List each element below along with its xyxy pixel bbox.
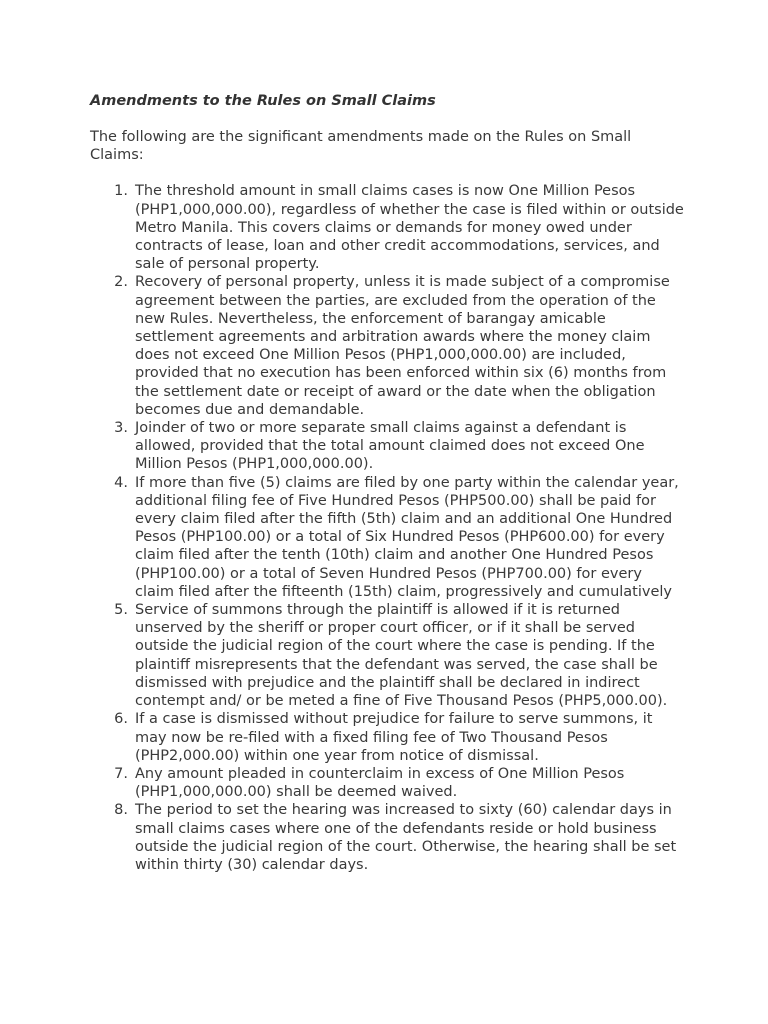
list-item	[90, 182, 685, 273]
document-page	[90, 91, 685, 874]
list-item-number: 8.	[114, 802, 128, 819]
list-item	[90, 474, 685, 601]
list-item-text: If more than five (5) claims are filed by one party within the calendar year, additional filing fee of Five Hundred Pesos (PHP500.00) shall be paid for every claim filed after the fifth (5th) claim and an additional One Hundred Pesos (PHP100.00) or a total of Six Hundred Pesos (PHP600.00) for every claim filed after the tenth (10th) claim and another One Hundred Pesos (PHP100.00) or a total of Seven Hundred Pesos (PHP700.00) for every claim filed after the fifteenth (15th) claim, progressively and cumulatively	[135, 474, 679, 600]
list-item	[90, 601, 685, 710]
list-item-number: 5.	[114, 602, 128, 619]
list-item-number: 4.	[114, 474, 128, 491]
list-item	[90, 765, 685, 801]
document-title: Amendments to the Rules on Small Claims	[90, 93, 436, 109]
list-item-number: 1.	[114, 183, 128, 200]
list-item-text: Joinder of two or more separate small claims against a defendant is allowed, provided that the total amount claimed does not exceed One Million Pesos (PHP1,000,000.00).	[135, 420, 645, 473]
list-item-text: The period to set the hearing was increased to sixty (60) calendar days in small claims cases where one of the defendants reside or hold business outside the judicial region of the court. Otherwise, the hearing shall be set within thirty (30) calendar days.	[135, 802, 677, 873]
list-item-text: Recovery of personal property, unless it is made subject of a compromise agreement between the parties, are excluded from the operation of the new Rules. Nevertheless, the enforcement of barangay amicable settlement agreements and arbitration awards where the money claim does not exceed One Million Pesos (PHP1,000,000.00) are included, provided that no execution has been enforced within six (6) months from the settlement date or receipt of award or the date when the obligation becomes due and demandable.	[135, 274, 670, 418]
list-item-number: 2.	[114, 274, 128, 291]
list-item	[90, 273, 685, 419]
intro-paragraph: The following are the significant amendments made on the Rules on Small Claims:	[90, 129, 632, 164]
list-item	[90, 419, 685, 474]
list-item	[90, 710, 685, 765]
list-item-number: 7.	[114, 765, 128, 782]
amendments-list	[90, 182, 685, 874]
list-item-text: The threshold amount in small claims cases is now One Million Pesos (PHP1,000,000.00), regardless of whether the case is filed within or outside Metro Manila. This covers claims or demands for money owed under contracts of lease, loan and other credit accommodations, services, and sale of personal property.	[135, 183, 684, 273]
list-item-number: 6.	[114, 711, 128, 728]
list-item-text: Any amount pleaded in counterclaim in excess of One Million Pesos (PHP1,000,000.00) shall be deemed waived.	[135, 765, 625, 801]
list-item-text: If a case is dismissed without prejudice for failure to serve summons, it may now be re-filed with a fixed filing fee of Two Thousand Pesos (PHP2,000.00) within one year from notice of dismissal.	[135, 711, 653, 764]
list-item	[90, 801, 685, 874]
list-item-text: Service of summons through the plaintiff is allowed if it is returned unserved by the sheriff or proper court officer, or if it shall be served outside the judicial region of the court where the case is pending. If the plaintiff misrepresents that the defendant was served, the case shall be dismissed with prejudice and the plaintiff shall be declared in indirect contempt and/ or be meted a fine of Five Thousand Pesos (PHP5,000.00).	[135, 602, 668, 710]
list-item-number: 3.	[114, 420, 128, 437]
